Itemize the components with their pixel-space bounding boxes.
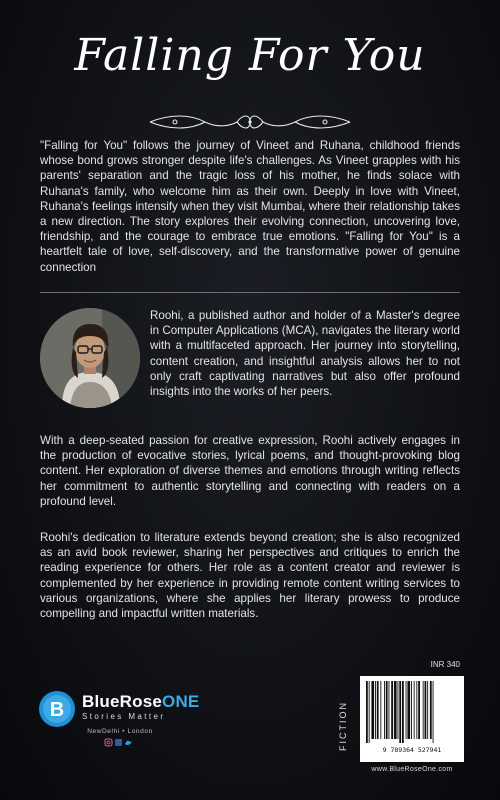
barcode-bar (380, 681, 381, 739)
barcode-bar (386, 681, 388, 739)
facebook-icon (115, 739, 122, 746)
publisher-name (82, 692, 199, 712)
social-media-icons (104, 738, 134, 748)
genre-text: FICTION (338, 701, 348, 751)
author-bio-paragraph-3: Roohi's dedication to literature extends beyond creation; she is also recognized as an avid book reviewer, sharing her perspectives and critiques to enrich the reading experience for others. Her role as a content creator and reviewer is complemented by her experience in providing remote content writing services to various organizations, where she applies her literary prowess to produce compelling and impactful written materials. (40, 531, 460, 621)
author-photo (40, 308, 140, 408)
author-bio-paragraph-1: Roohi, a published author and holder of a Master's degree in Computer Applications (MCA), navigates the literary world with a multifaceted approach. Her journey into storytelling, content creation, and insightful analysis allows her to not only craft captivating narratives but also offer profound insights into the works of her peers. (150, 309, 460, 399)
isbn-barcode (360, 676, 464, 762)
barcode-bar (384, 681, 385, 739)
barcode-bar (425, 681, 427, 739)
barcode-bar (377, 681, 379, 739)
book-synopsis: "Falling for You" follows the journey of Vineet and Ruhana, childhood friends whose bond grows stronger despite life's challenges. As Vineet grapples with his parents' separation and the tragic loss of his mother, he finds solace with Ruhana's family, who welcome him as their own. Deeply in love with Vineet, Ruhana's feelings intensify when they visit Mumbai, where their relationship takes a new direction. The story explores their evolving connection, uncovering love, friendship, and the courage to embrace true emotions. "Falling for You" is a heartfelt tale of love, self-discovery, and the transformative power of genuine connection (40, 139, 460, 274)
barcode-bar (399, 681, 401, 743)
barcode-bar (427, 681, 428, 739)
section-divider (40, 292, 460, 293)
barcode-bar (418, 681, 420, 739)
barcode-bar (394, 681, 397, 739)
book-title: Falling For You (74, 30, 426, 81)
isbn-number: 9 789364 527941 (382, 746, 442, 754)
instagram-icon (105, 739, 112, 746)
author-bio-paragraph-2: With a deep-seated passion for creative expression, Roohi actively engages in the production of evocative stories, lyrical poems, and thought-provoking blog content. Her exploration of diverse themes and emotions through writing reflects her commitment to authentic storytelling and connecting with readers on a profound level. (40, 434, 460, 508)
barcode-bar (433, 681, 434, 743)
book-price: INR 340 (430, 660, 460, 669)
barcode-bar (414, 681, 415, 739)
barcode-bar (406, 681, 407, 739)
publisher-tagline: Stories Matter (82, 712, 166, 721)
barcode-bar (402, 681, 404, 743)
barcode-bar (411, 681, 412, 739)
barcode-bar (389, 681, 390, 739)
barcode-bar (430, 681, 432, 739)
barcode-bar (366, 681, 368, 743)
publisher-name-part2: ONE (162, 692, 200, 711)
twitter-icon (125, 741, 132, 745)
publisher-name-part1: BlueRose (82, 692, 163, 711)
barcode-bar (375, 681, 376, 739)
publisher-website: www.BlueRoseOne.com (371, 766, 453, 773)
svg-text:B: B (49, 699, 65, 721)
flourish-divider-icon (145, 110, 355, 134)
barcode-bar (371, 681, 374, 739)
barcode-bars (364, 681, 460, 743)
barcode-bar (407, 681, 410, 739)
barcode-bar (398, 681, 399, 739)
bluerose-logo-icon (38, 690, 76, 728)
barcode-bar (391, 681, 393, 739)
barcode-bar (369, 681, 370, 743)
barcode-bar (423, 681, 424, 739)
genre-label (328, 686, 358, 766)
publisher-locations: NewDelhi • London (87, 728, 153, 735)
barcode-bar (416, 681, 417, 739)
